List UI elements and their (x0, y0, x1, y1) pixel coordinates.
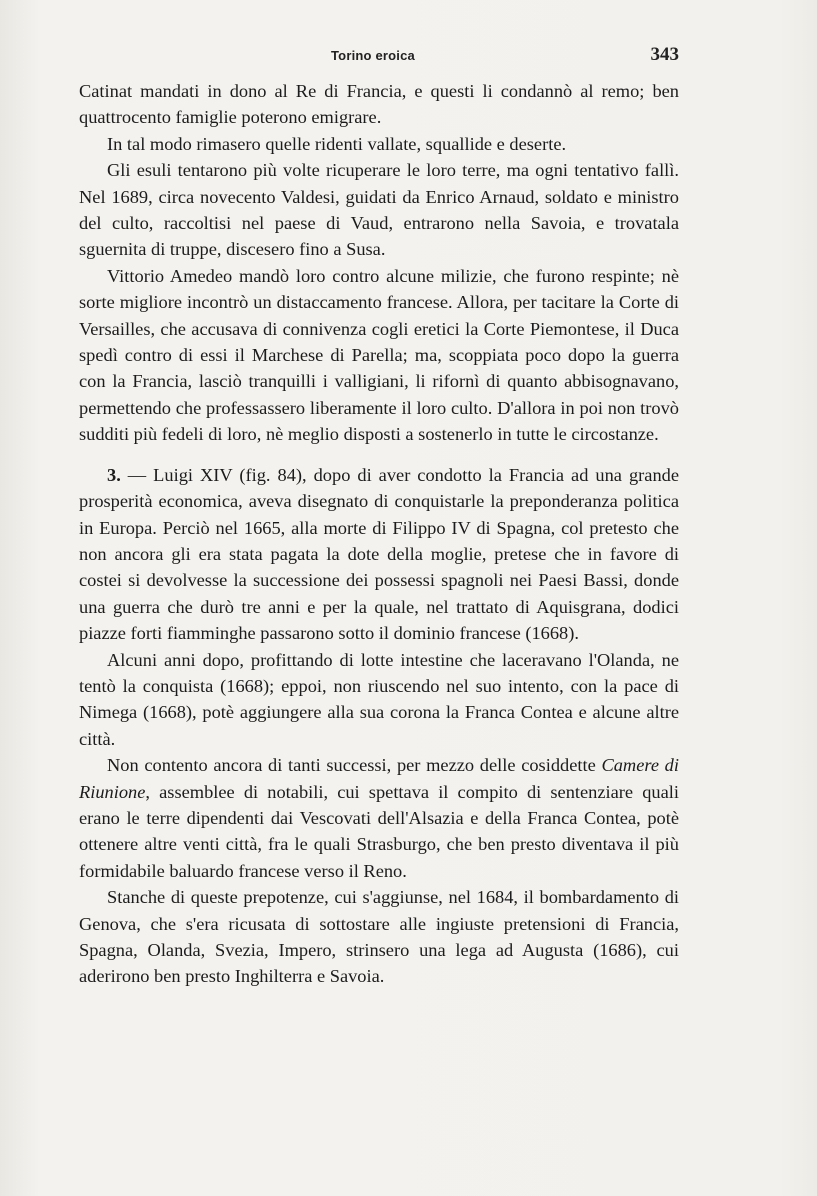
italic-term: Camere di Riunione (79, 755, 679, 802)
paragraph (79, 752, 679, 884)
section-number: 3. (107, 464, 121, 485)
section-3-text: — Luigi XIV (fig. 84), dopo di aver condotto la Francia ad una grande prosperità economica, aveva disegnato di conquistarle la preponderanza politica in Europa. Perciò nel 1665, alla morte di Filippo IV di Spagna, col pretesto che non ancora gli era stata pagata la dote della moglie, pretese che in favore di costei si devolvesse la successione dei possessi spagnoli nei Paesi Bassi, donde una guerra che durò tre anni e per la quale, nel trattato di Aquisgrana, dodici piazze forti fiamminghe passarono sotto il dominio francese (1668). (79, 464, 679, 644)
page-header (79, 44, 679, 70)
paragraph-text: , assemblee di notabili, cui spettava il compito di sentenziare quali erano le terre dipendenti dai Vescovati dell'Alsazia e della Franca Contea, potè ottenere altre venti città, fra le quali Strasburgo, che ben presto diventava il più formidabile baluardo francese verso il Reno. (79, 781, 679, 881)
paragraph: Vittorio Amedeo mandò loro contro alcune milizie, che furono respinte; nè sorte migliore incontrò un distaccamento francese. Allora, per tacitare la Corte di Versailles, che accusava di connivenza cogli eretici la Corte Piemontese, il Duca spedì contro di essi il Marchese di Parella; ma, scoppiata poco dopo la guerra con la Francia, lasciò tranquilli i valligiani, li rifornì di quanto abbisognavano, permettendo che professassero liberamente il loro culto. D'allora in poi non trovò sudditi più fedeli di loro, nè meglio disposti a sostenerlo in tutte le circostanze. (79, 265, 679, 445)
running-title: Torino eroica (331, 48, 415, 63)
section-3-paragraph (79, 462, 679, 647)
paragraph: Alcuni anni dopo, profittando di lotte intestine che laceravano l'Olanda, ne tentò la conquista (1668); eppoi, non riuscendo nel suo intento, con la pace di Nimega (1668), potè aggiungere alla sua corona la Franca Contea e alcune altre città. (79, 649, 679, 749)
body-text (79, 78, 679, 990)
page-number: 343 (650, 44, 679, 65)
paragraph: In tal modo rimasero quelle ridenti vallate, squallide e deserte. (107, 133, 567, 154)
paragraph-text: Non contento ancora di tanti successi, per mezzo delle cosiddette (107, 755, 596, 776)
paragraph: Gli esuli tentarono più volte ricuperare le loro terre, ma ogni tentativo fallì. Nel 1689, circa novecento Valdesi, guidati da Enrico Arnaud, soldato e ministro del culto, raccoltisi nel paese di Vaud, entrarono nella Savoia, e trovatala sguernita di truppe, discesero fino a Susa. (79, 160, 679, 260)
paragraph: Catinat mandati in dono al Re di Francia, e questi li condannò al remo; ben quattrocento famiglie poterono emigrare. (79, 81, 679, 128)
paragraph: Stanche di queste prepotenze, cui s'aggiunse, nel 1684, il bombardamento di Genova, che s'era ricusata di sottostare alle ingiuste pretensioni di Francia, Spagna, Olanda, Svezia, Impero, strinsero una lega ad Augusta (1686), cui aderirono ben presto Inghilterra e Savoia. (79, 887, 679, 987)
